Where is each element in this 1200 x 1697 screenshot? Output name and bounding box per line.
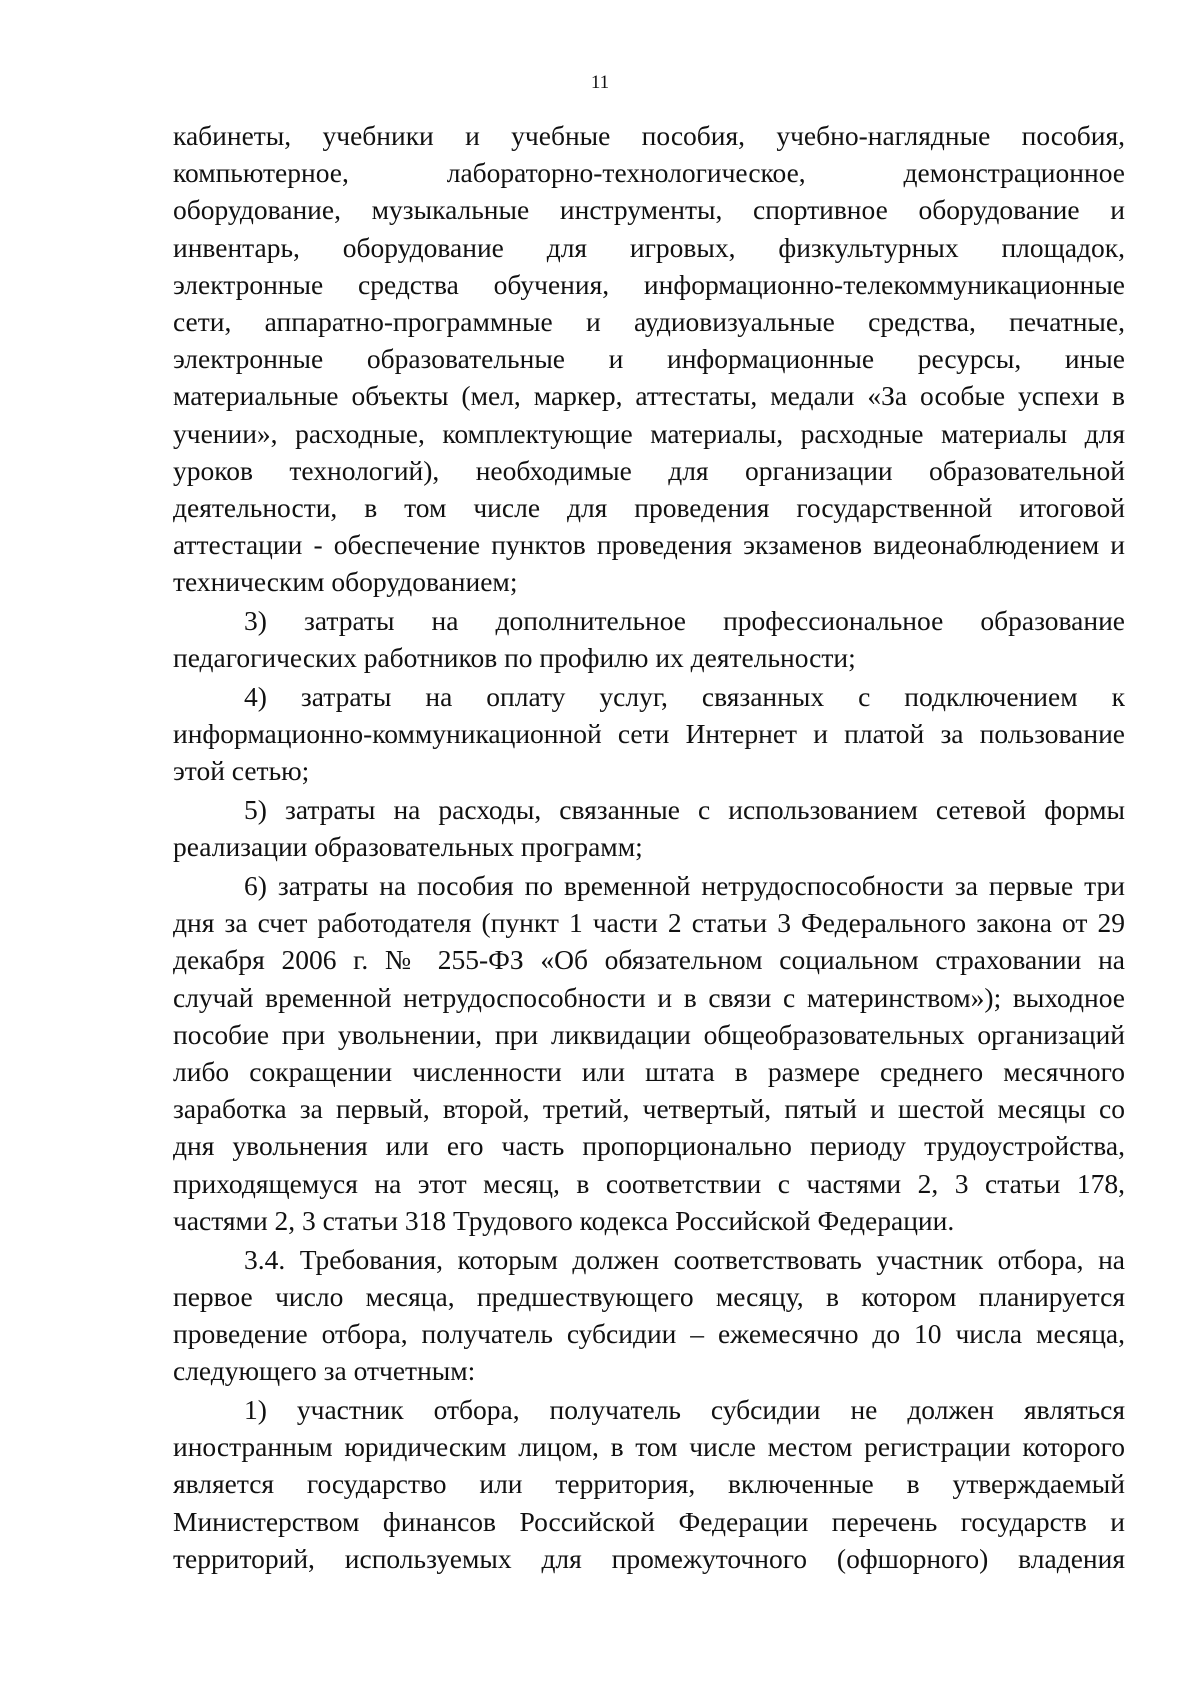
text-line: случай временной нетрудоспособности и в связи с материнством»); выходное: [173, 981, 1125, 1013]
paragraph-item-6: [173, 867, 1125, 1239]
text-line: дня за счет работодателя (пункт 1 части 2 статьи 3 Федерального закона от 29: [173, 907, 1125, 939]
paragraph-continuation: [173, 117, 1125, 601]
text-line: 5) затраты на расходы, связанные с использованием сетевой формы: [244, 794, 1125, 826]
text-line: является государство или территория, включенные в утверждаемый: [173, 1468, 1125, 1500]
paragraph-item-3: [173, 602, 1125, 676]
text-line: уроков технологий), необходимые для организации образовательной: [173, 454, 1125, 486]
text-line: деятельности, в том числе для проведения государственной итоговой: [173, 492, 1125, 524]
text-line: заработка за первый, второй, третий, четвертый, пятый и шестой месяцы со: [173, 1093, 1125, 1125]
text-line: либо сокращении численности или штата в размере среднего месячного: [173, 1056, 1125, 1088]
text-line: электронные образовательные и информационные ресурсы, иные: [173, 343, 1125, 375]
paragraph-req-1: [173, 1391, 1125, 1577]
text-line: электронные средства обучения, информационно-телекоммуникационные: [173, 268, 1125, 300]
text-line: этой сетью;: [173, 755, 310, 787]
paragraph-item-4: [173, 678, 1125, 790]
text-line: пособие при увольнении, при ликвидации общеобразовательных организаций: [173, 1018, 1125, 1050]
text-line: компьютерное, лабораторно-технологическое, демонстрационное: [173, 157, 1125, 189]
text-line: первое число месяца, предшествующего месяцу, в котором планируется: [173, 1280, 1125, 1312]
text-line: учении», расходные, комплектующие материалы, расходные материалы для: [173, 417, 1125, 449]
text-line: инвентарь, оборудование для игровых, физкультурных площадок,: [173, 231, 1125, 263]
text-line: аттестации - обеспечение пунктов проведения экзаменов видеонаблюдением и: [173, 529, 1125, 561]
text-line: 3) затраты на дополнительное профессиональное образование: [244, 605, 1125, 637]
text-line: информационно-коммуникационной сети Интернет и платой за пользование: [173, 718, 1125, 750]
text-line: следующего за отчетным:: [173, 1355, 476, 1387]
text-line: педагогических работников по профилю их деятельности;: [173, 642, 856, 674]
text-line: 4) затраты на оплату услуг, связанных с подключением к: [244, 681, 1125, 713]
page-number: 11: [590, 72, 610, 93]
text-line: реализации образовательных программ;: [173, 831, 643, 863]
text-line: оборудование, музыкальные инструменты, спортивное оборудование и: [173, 194, 1125, 226]
text-line: 1) участник отбора, получатель субсидии не должен являться: [244, 1393, 1125, 1425]
text-line: дня увольнения или его часть пропорционально периоду трудоустройства,: [173, 1130, 1125, 1162]
text-line: техническим оборудованием;: [173, 566, 518, 598]
text-line: сети, аппаратно-программные и аудиовизуальные средства, печатные,: [173, 306, 1125, 338]
text-line: 3.4. Требования, которым должен соответствовать участник отбора, на: [244, 1243, 1125, 1275]
document-body: [173, 117, 1125, 1578]
text-line: 6) затраты на пособия по временной нетрудоспособности за первые три: [244, 870, 1125, 902]
paragraph-item-5: [173, 791, 1125, 865]
text-line: Министерством финансов Российской Федерации перечень государств и: [173, 1505, 1125, 1537]
text-line: территорий, используемых для промежуточного (офшорного) владения: [173, 1542, 1125, 1574]
text-line: проведение отбора, получатель субсидии – ежемесячно до 10 числа месяца,: [173, 1318, 1125, 1349]
text-line: материальные объекты (мел, маркер, аттестаты, медали «За особые успехи в: [173, 380, 1125, 412]
text-line: приходящемуся на этот месяц, в соответствии с частями 2, 3 статьи 178,: [173, 1167, 1125, 1199]
text-line: кабинеты, учебники и учебные пособия, учебно-наглядные пособия,: [173, 120, 1125, 151]
text-line: декабря 2006 г. № 255-ФЗ «Об обязательном социальном страховании на: [173, 944, 1125, 976]
paragraph-section-3-4: [173, 1241, 1125, 1390]
text-line: частями 2, 3 статьи 318 Трудового кодекса Российской Федерации.: [173, 1204, 955, 1236]
text-line: иностранным юридическим лицом, в том числе местом регистрации которого: [173, 1431, 1125, 1463]
